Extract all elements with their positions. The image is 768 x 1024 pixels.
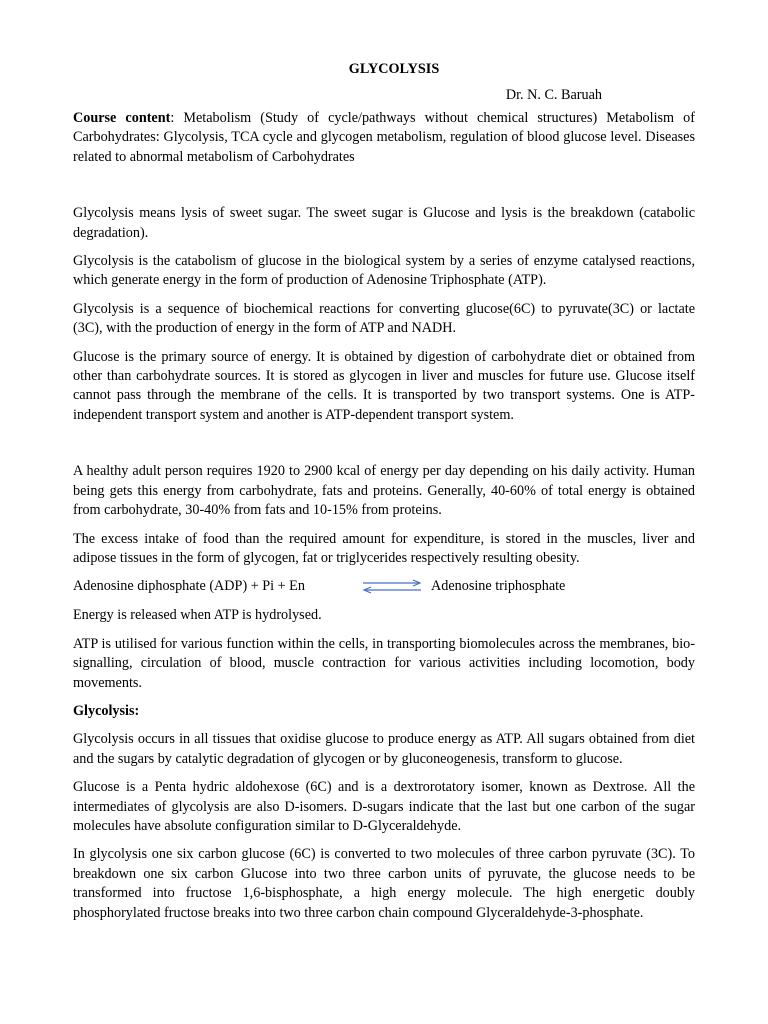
spacer — [73, 176, 695, 204]
reversible-arrow-icon — [361, 578, 423, 596]
course-content-paragraph — [73, 109, 695, 167]
atp-equation — [73, 577, 695, 597]
course-content-label: Course content — [73, 110, 171, 126]
paragraph-catabolism: Glycolysis is the catabolism of glucose in the biological system by a series of enzyme catalysed reactions, which generate energy in the form of production of Adenosine Triphosphate (ATP). — [73, 253, 695, 289]
paragraph-tissues: Glycolysis occurs in all tissues that oxidise glucose to produce energy as ATP. All sugars obtained from diet and the sugars by catalytic degradation of glycogen or by gluconeogenesis, transform to glucose. — [73, 731, 695, 767]
paragraph-dextrose: Glucose is a Penta hydric aldohexose (6C) and is a dextrorotatory isomer, known as Dextrose. All the intermediates of glycolysis are also D-isomers. D-sugars indicate that the last but one carbon of the sugar molecules have absolute configuration similar to D-Glyceraldehyde. — [73, 779, 695, 834]
author-name: Dr. N. C. Baruah — [505, 87, 602, 103]
paragraph-sequence: Glycolysis is a sequence of biochemical reactions for converting glucose(6C) to pyruvate(3C) or lactate (3C), with the production of energy in the form of ATP and NADH. — [73, 300, 695, 337]
document-body — [73, 60, 695, 932]
paragraph-glucose-source: Glucose is the primary source of energy. It is obtained by digestion of carbohydrate diet or obtained from other than carbohydrate sources. It is stored as glycogen in liver and muscles for future use. Glucose itself cannot pass through the membrane of the cells. It is transported by two transport systems. One is ATP-independent transport system and another is ATP-dependent transport system. — [73, 348, 695, 423]
spacer — [73, 434, 695, 462]
equation-right: Adenosine triphosphate — [431, 578, 566, 595]
section-heading: Glycolysis: — [73, 702, 140, 719]
paragraph-energy-requirement: A healthy adult person requires 1920 to 2900 kcal of energy per day depending on his daily activity. Human being gets this energy from carbohydrate, fats and proteins. Generally, 40-60% of total energy is obtained from carbohydrate, 30-40% from fats and 10-15% from proteins. — [73, 463, 695, 519]
course-content-text: : Metabolism (Study of cycle/pathways without chemical structures) Metabolism of Carbohydrates: Glycolysis, TCA cycle and glycogen metabolism, regulation of blood glucose level. Diseases related to abnormal metabolism of Carbohydrates — [73, 110, 695, 165]
paragraph-excess-intake: The excess intake of food than the required amount for expenditure, is stored in the muscles, liver and adipose tissues in the form of glycogen, fat or triglycerides respectively resulting obesity. — [73, 530, 695, 566]
paragraph-energy-released: Energy is released when ATP is hydrolysed. — [73, 607, 322, 624]
paragraph-six-carbon: In glycolysis one six carbon glucose (6C) is converted to two molecules of three carbon pyruvate (3C). To breakdown one six carbon Glucose into two three carbon units of pyruvate, the glucose needs to be transformed into fructose 1,6-bisphosphate, a high energy molecule. The high energetic doubly phosphorylated fructose breaks into two three carbon chain compound Glyceraldehyde-3-phosphate. — [73, 846, 695, 921]
document-title: GLYCOLYSIS — [348, 61, 440, 77]
paragraph-definition: Glycolysis means lysis of sweet sugar. The sweet sugar is Glucose and lysis is the breakdown (catabolic degradation). — [73, 205, 695, 241]
equation-left: Adenosine diphosphate (ADP) + Pi + En — [73, 578, 305, 595]
paragraph-atp-utilised: ATP is utilised for various function within the cells, in transporting biomolecules across the membranes, bio-signalling, circulation of blood, muscle contraction for various activities including locomotion, body movements. — [73, 635, 695, 691]
